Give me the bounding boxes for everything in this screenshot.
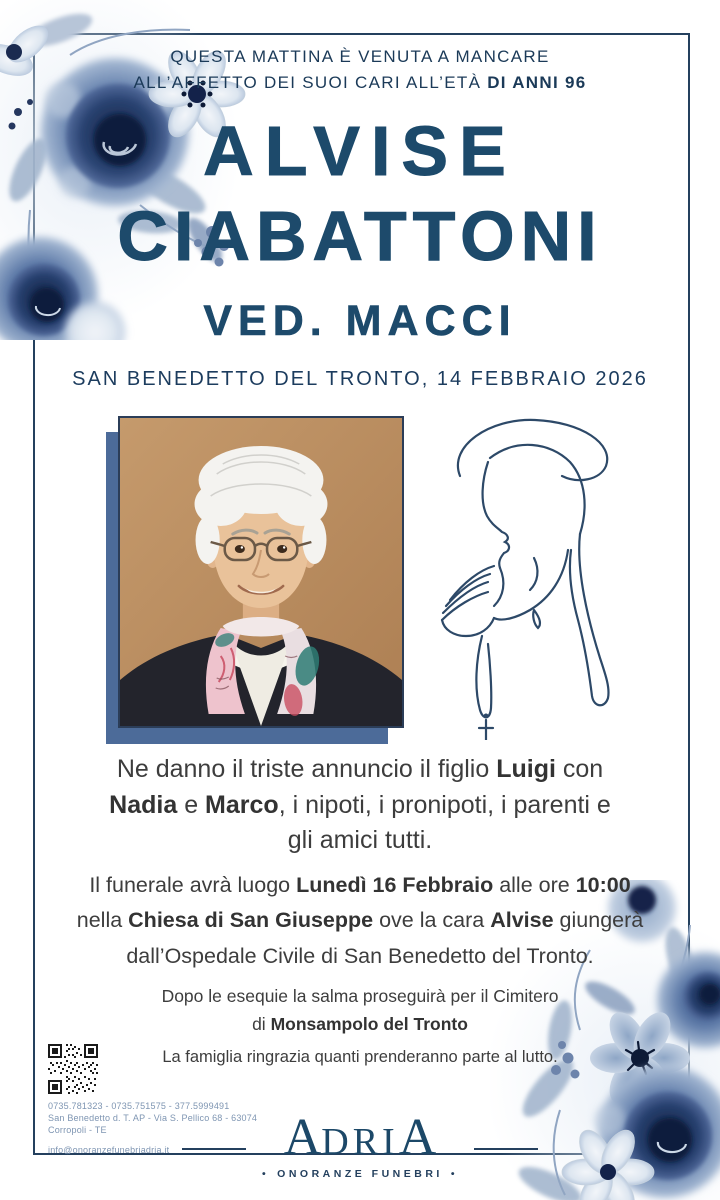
opening-line-1: QUESTA MATTINA È VENUTA A MANCARE [170,47,550,66]
contact-address-2: Corropoli - TE [48,1125,107,1136]
announcement-paragraph: Ne danno il triste annuncio il figlio Luigi con Nadia e Marco, i nipoti, i pronipoti, i parenti e gli amici tutti. [109,755,611,854]
contact-email: info@onoranzefunebriadria.it [48,1145,170,1156]
bullet-icon: • [261,1168,270,1180]
logo-left-rule [182,1148,246,1150]
brand-tagline [262,1168,458,1180]
contact-address-1: San Benedetto d. T. AP - Via S. Pellico 68 - 63074 [48,1113,258,1124]
bullet-icon: • [450,1168,459,1180]
contact-phones: 0735.781323 - 0735.751575 - 377.5999491 [48,1101,230,1111]
brand-logo-block [0,1109,720,1180]
brand-name-adria [283,1109,437,1166]
deceased-first-name: ALVISE [203,112,517,190]
place-and-date: SAN BENEDETTO DEL TRONTO, 14 FEBBRAIO 2026 [72,368,648,390]
brand-letters: DRI [321,1121,399,1163]
opening-line-2: ALL’AFFETTO DEI SUOI CARI ALL’ETÀ DI ANNI 96 [133,73,587,92]
brand-letter: A [283,1109,322,1166]
deceased-last-name: CIABATTONI [117,197,603,275]
widow-line: VED. MACCI [203,297,517,345]
family-thanks-line: La famiglia ringrazia quanti prenderanno parte al lutto. [162,1048,558,1066]
brand-letter: A [398,1109,437,1166]
brand-tagline-text: ONORANZE FUNEBRI [277,1168,443,1180]
praying-madonna-icon [430,410,642,740]
funeral-details-paragraph: Il funerale avrà luogo Lunedì 16 Febbraio alle ore 10:00 nella Chiesa di San Giuseppe ove la cara Alvise giungerà dall’Ospedale Civile di San Benedetto del Tronto. [76,873,644,968]
qr-code-icon [48,1044,98,1094]
portrait-photo [106,418,402,744]
logo-right-rule [474,1148,538,1150]
deceased-portrait [120,418,402,726]
cemetery-paragraph: Dopo le esequie la salma proseguirà per il Cimitero di Monsampolo del Tronto [161,986,559,1035]
